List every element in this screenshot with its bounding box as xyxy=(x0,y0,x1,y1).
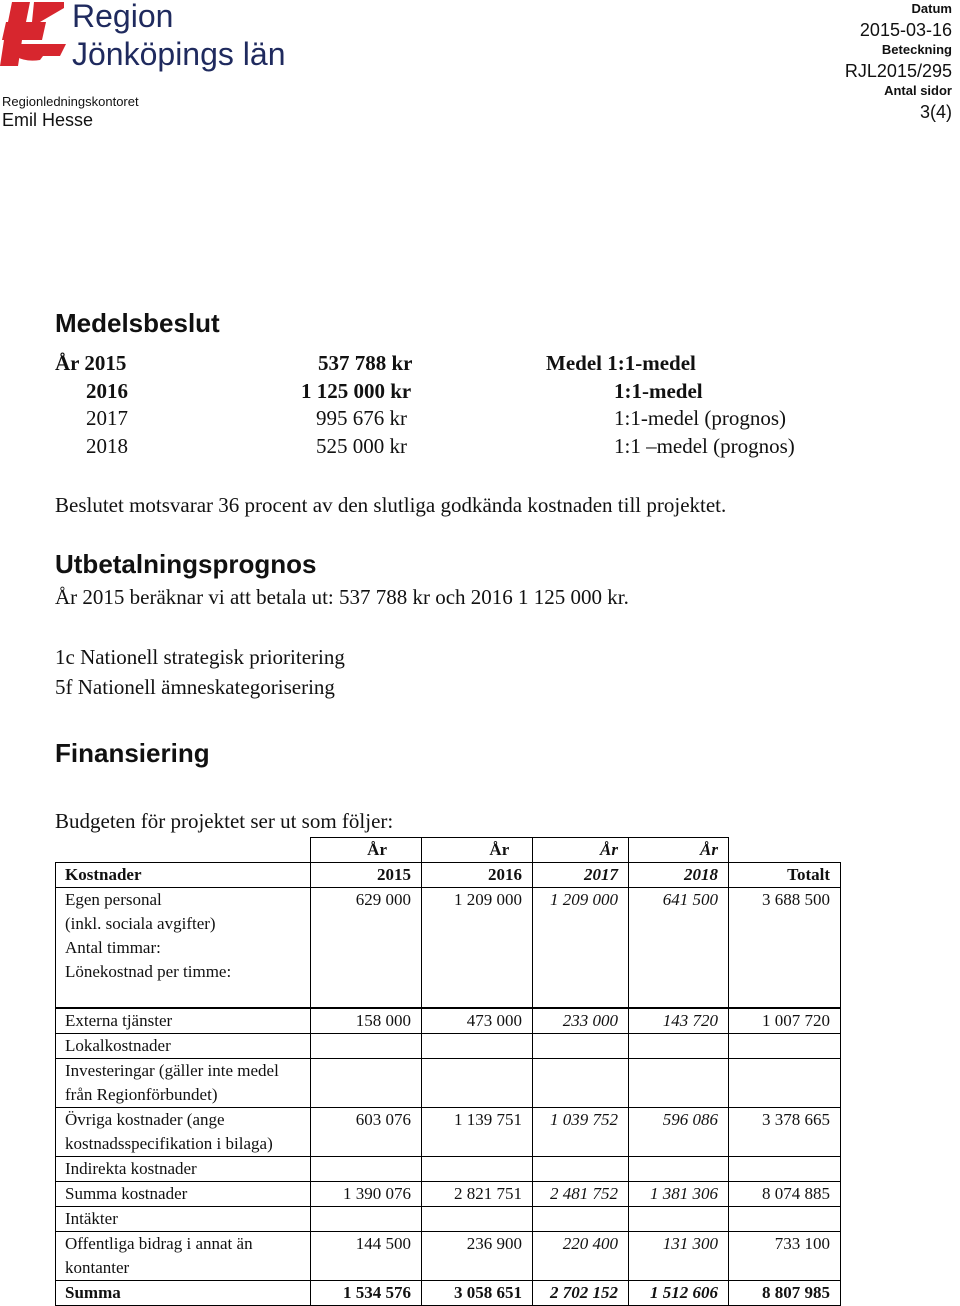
prioritering-line: 1c Nationell strategisk prioritering xyxy=(55,645,345,669)
value-cell: 1 039 752 xyxy=(533,1107,629,1156)
value-cell: 2 821 751 xyxy=(422,1181,533,1206)
table-row xyxy=(56,1231,841,1280)
table-header-row xyxy=(56,863,841,888)
table-row xyxy=(56,1206,841,1231)
table-row xyxy=(56,1156,841,1181)
row-label: Indirekta kostnader xyxy=(56,1156,311,1181)
row-label: Summa xyxy=(56,1280,311,1305)
value-cell: 144 500 xyxy=(311,1231,422,1280)
medelsbeslut-heading: Medelsbeslut xyxy=(55,308,220,338)
value-cell: 3 688 500 xyxy=(729,888,841,1008)
value-cell xyxy=(629,1058,729,1107)
year-label-cell xyxy=(311,838,422,863)
value-cell: 1 209 000 xyxy=(533,888,629,1008)
value-cell: 603 076 xyxy=(311,1107,422,1156)
value-cell xyxy=(311,1058,422,1107)
row-label: Lönekostnad per timme: xyxy=(65,962,232,981)
value-cell xyxy=(629,1156,729,1181)
value-cell: 158 000 xyxy=(311,1008,422,1034)
medel-amount: 537 788 kr xyxy=(318,351,413,375)
table-row xyxy=(56,888,841,1008)
medel-type: 1:1-medel (prognos) xyxy=(614,406,787,430)
table-row xyxy=(56,1008,841,1034)
value-cell xyxy=(729,1206,841,1231)
value-cell: 233 000 xyxy=(533,1008,629,1034)
header-cell: Kostnader xyxy=(56,863,311,888)
table-cell xyxy=(56,838,311,863)
region-cross-icon xyxy=(0,0,70,70)
office-name: Regionledningskontoret xyxy=(2,94,139,109)
year-label: År xyxy=(367,840,387,859)
row-label: Offentliga bidrag i annat än kontanter xyxy=(56,1231,311,1280)
budget-table xyxy=(55,837,841,1306)
value-cell xyxy=(629,1033,729,1058)
value-cell: 236 900 xyxy=(422,1231,533,1280)
table-row xyxy=(56,1181,841,1206)
antal-sidor-value: 3(4) xyxy=(919,102,952,122)
value-cell xyxy=(533,1206,629,1231)
medel-year: År 2015 xyxy=(55,351,127,375)
finansiering-intro: Budgeten för projektet ser ut som följer: xyxy=(55,809,394,833)
medel-type: Medel 1:1-medel xyxy=(546,351,696,375)
value-cell xyxy=(629,1206,729,1231)
medel-amount: 995 676 kr xyxy=(316,406,407,430)
utbetalning-text: År 2015 beräknar vi att betala ut: 537 788 kr och 2016 1 125 000 kr. xyxy=(55,585,629,609)
row-label: Summa kostnader xyxy=(56,1181,311,1206)
table-row xyxy=(56,1280,841,1305)
datum-value: 2015-03-16 xyxy=(859,20,952,40)
header-cell: 2015 xyxy=(311,863,422,888)
value-cell: 1 007 720 xyxy=(729,1008,841,1034)
value-cell: 596 086 xyxy=(629,1107,729,1156)
region-logo xyxy=(0,0,310,80)
budget-rows xyxy=(56,1008,841,1306)
beslut-note: Beslutet motsvarar 36 procent av den slutliga godkända kostnaden till projektet. xyxy=(55,493,727,517)
table-row xyxy=(56,1058,841,1107)
table-row xyxy=(56,1033,841,1058)
year-label: År xyxy=(489,840,510,859)
year-label: År xyxy=(700,840,718,859)
value-cell xyxy=(311,1033,422,1058)
value-cell: 1 390 076 xyxy=(311,1181,422,1206)
medel-year: 2018 xyxy=(86,434,128,458)
value-cell: 641 500 xyxy=(629,888,729,1008)
value-cell: 1 512 606 xyxy=(629,1280,729,1305)
kategorisering-line: 5f Nationell ämneskategorisering xyxy=(55,675,335,699)
row-label: Externa tjänster xyxy=(56,1008,311,1034)
value-cell: 143 720 xyxy=(629,1008,729,1034)
value-cell: 629 000 xyxy=(311,888,422,1008)
logo-text-region: Region xyxy=(72,0,174,34)
author-name: Emil Hesse xyxy=(2,110,94,130)
medel-type: 1:1-medel xyxy=(614,379,703,403)
medel-amount: 1 125 000 kr xyxy=(301,379,412,403)
value-cell xyxy=(729,1058,841,1107)
value-cell: 2 702 152 xyxy=(533,1280,629,1305)
antal-sidor-label: Antal sidor xyxy=(884,83,952,98)
row-label: Övriga kostnader (ange kostnadsspecifikation i bilaga) xyxy=(56,1107,311,1156)
value-cell: 473 000 xyxy=(422,1008,533,1034)
year-label: År xyxy=(600,840,618,859)
value-cell: 131 300 xyxy=(629,1231,729,1280)
value-cell: 1 534 576 xyxy=(311,1280,422,1305)
beteckning-value: RJL2015/295 xyxy=(844,61,952,81)
medel-type: 1:1 –medel (prognos) xyxy=(614,434,795,458)
header-cell: 2018 xyxy=(629,863,729,888)
medel-year: 2017 xyxy=(86,406,128,430)
value-cell: 1 381 306 xyxy=(629,1181,729,1206)
medel-amount: 525 000 kr xyxy=(316,434,407,458)
value-cell xyxy=(422,1156,533,1181)
medel-year: 2016 xyxy=(86,379,128,403)
value-cell xyxy=(729,1156,841,1181)
value-cell xyxy=(533,1058,629,1107)
year-label-cell xyxy=(422,838,533,863)
value-cell: 1 209 000 xyxy=(422,888,533,1008)
year-label-cell xyxy=(533,838,629,863)
value-cell: 8 807 985 xyxy=(729,1280,841,1305)
value-cell xyxy=(422,1206,533,1231)
utbetalning-heading: Utbetalningsprognos xyxy=(55,549,317,579)
row-label: Antal timmar: xyxy=(65,938,161,957)
value-cell xyxy=(729,1033,841,1058)
finansiering-heading: Finansiering xyxy=(55,738,210,768)
value-cell xyxy=(533,1156,629,1181)
value-cell xyxy=(422,1033,533,1058)
datum-label: Datum xyxy=(911,1,952,16)
table-cell xyxy=(729,838,841,863)
header-cell: Totalt xyxy=(729,863,841,888)
year-label-cell xyxy=(629,838,729,863)
value-cell: 3 058 651 xyxy=(422,1280,533,1305)
egen-personal-cell xyxy=(56,888,311,1008)
value-cell xyxy=(533,1033,629,1058)
value-cell: 2 481 752 xyxy=(533,1181,629,1206)
value-cell: 1 139 751 xyxy=(422,1107,533,1156)
value-cell: 220 400 xyxy=(533,1231,629,1280)
row-label: Investeringar (gäller inte medel från Regionförbundet) xyxy=(56,1058,311,1107)
row-label: Intäkter xyxy=(56,1206,311,1231)
logo-text-lan: Jönköpings län xyxy=(72,36,286,72)
table-row xyxy=(56,1107,841,1156)
value-cell: 3 378 665 xyxy=(729,1107,841,1156)
value-cell xyxy=(422,1058,533,1107)
header-cell: 2016 xyxy=(422,863,533,888)
beteckning-label: Beteckning xyxy=(881,42,952,57)
value-cell xyxy=(311,1206,422,1231)
header-cell: 2017 xyxy=(533,863,629,888)
row-label: (inkl. sociala avgifter) xyxy=(65,914,216,933)
value-cell: 8 074 885 xyxy=(729,1181,841,1206)
table-row xyxy=(56,838,841,863)
value-cell xyxy=(311,1156,422,1181)
row-label: Egen personal xyxy=(65,890,162,909)
row-label: Lokalkostnader xyxy=(56,1033,311,1058)
value-cell: 733 100 xyxy=(729,1231,841,1280)
